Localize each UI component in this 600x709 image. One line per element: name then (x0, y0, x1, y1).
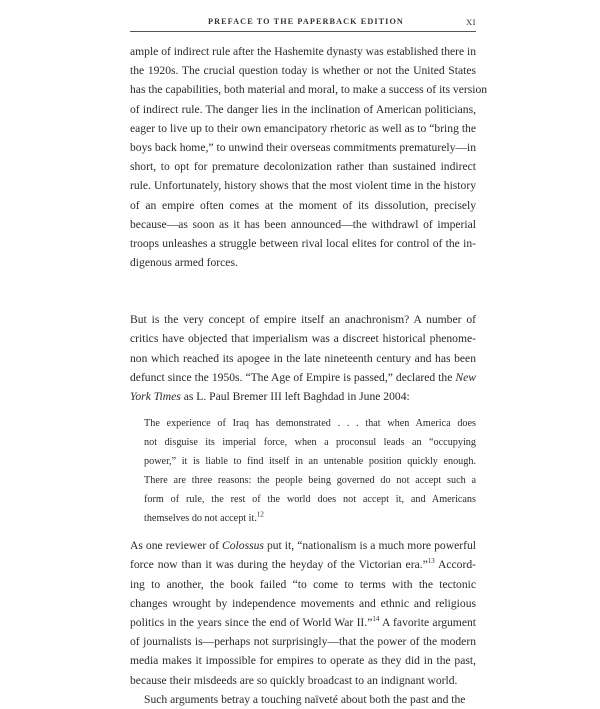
paragraph-4 (130, 690, 476, 709)
text-line: media makes it impossible for empires to operate as they did in the past, (130, 654, 476, 668)
text-run: themselves do not accept it. (144, 513, 257, 525)
text-line: But is the very concept of empire itself an anachronism? A number of (130, 313, 476, 327)
body-text (130, 42, 488, 709)
page-number: XI (466, 17, 476, 27)
text-line (130, 613, 476, 632)
text-line: of journalists is—perhaps not surprisingly—that the power of the modern (130, 635, 476, 649)
text-run: politics in the years since the end of World War II.” (130, 615, 373, 629)
footnote-ref: 12 (256, 510, 264, 519)
text-line (130, 536, 476, 555)
quote-line: The experience of Iraq has demonstrated . . . that when America does (144, 418, 476, 430)
footnote-ref: 13 (427, 557, 435, 566)
text-line (130, 368, 476, 387)
text-line: ample of indirect rule after the Hashemite dynasty was established there in (130, 45, 477, 58)
text-run: force now than it was during the heyday of the Victorian era.” (130, 558, 428, 572)
text-line: digenous armed forces. (130, 256, 238, 270)
running-head (130, 17, 476, 32)
quote-line (144, 509, 476, 528)
text-line: the 1920s. The crucial question today is whether or not the United States (130, 64, 476, 78)
italic-title: New (455, 370, 476, 384)
quote-line: There are three reasons: the people being governed do not accept such a (144, 475, 476, 487)
text-line: critics have objected that imperialism was a discreet historical phenome- (130, 332, 476, 346)
text-line (130, 387, 476, 406)
text-line: boys back home,” to unwind their overseas commitments prematurely—in (130, 140, 476, 154)
paragraph-1 (130, 42, 488, 272)
text-run: As one reviewer of (130, 539, 223, 553)
quote-line: not disguise its imperial force, when a proconsul leads an “occupying (144, 437, 476, 449)
italic-title: Colossus (222, 539, 264, 553)
paragraph-2 (130, 310, 476, 406)
text-line: because—as soon as it has been announced—the withdrawl of imperial (130, 217, 476, 231)
text-line: non which reached its apogee in the late nineteenth century and has been (130, 351, 476, 365)
text-line: rule. Unfortunately, history shows that the most violent time in the history (130, 179, 476, 193)
text-run: A favorite argument (379, 615, 476, 629)
quote-line: form of rule, the rest of the world does not accept it, and Americans (144, 494, 476, 506)
text-line: has the capabilities, both material and moral, to make a success of its version (130, 83, 488, 97)
block-quote (130, 414, 476, 528)
italic-title: York Times (130, 390, 181, 403)
text-line: Such arguments betray a touching naïveté about both the past and the (144, 692, 466, 706)
text-line: eager to live up to their own emancipatory rhetoric as well as to “bring the (130, 121, 476, 135)
footnote-ref: 14 (372, 615, 380, 624)
running-head-title: PREFACE TO THE PAPERBACK EDITION (208, 17, 404, 26)
text-run: as L. Paul Bremer III left Baghdad in June 2004: (180, 390, 410, 403)
quote-line: power,” it is liable to find itself in an untenable position quickly enough. (144, 456, 476, 468)
text-line: of an empire often comes at the moment of its dissolution, precisely (130, 198, 476, 212)
text-line (130, 555, 476, 574)
text-line: because their misdeeds are so quickly broadcast to an indignant world. (130, 673, 458, 687)
paragraph-3 (130, 536, 476, 690)
text-line: troops unleashes a struggle between rival local elites for control of the in- (130, 236, 476, 250)
text-line: changes wrought by independence movements and ethnic and religious (130, 596, 476, 610)
text-run: Accord- (434, 558, 476, 572)
text-line: ing to another, the book failed “to come to terms with the tectonic (130, 577, 476, 591)
text-line: of indirect rule. The danger lies in the inclination of American politicians, (130, 102, 476, 116)
text-run: defunct since the 1950s. “The Age of Empire is passed,” declared the (130, 370, 453, 384)
text-line: short, to opt for premature decolonization rather than sustained indirect (130, 160, 476, 174)
text-run: put it, “nationalism is a much more powerful (263, 539, 476, 553)
